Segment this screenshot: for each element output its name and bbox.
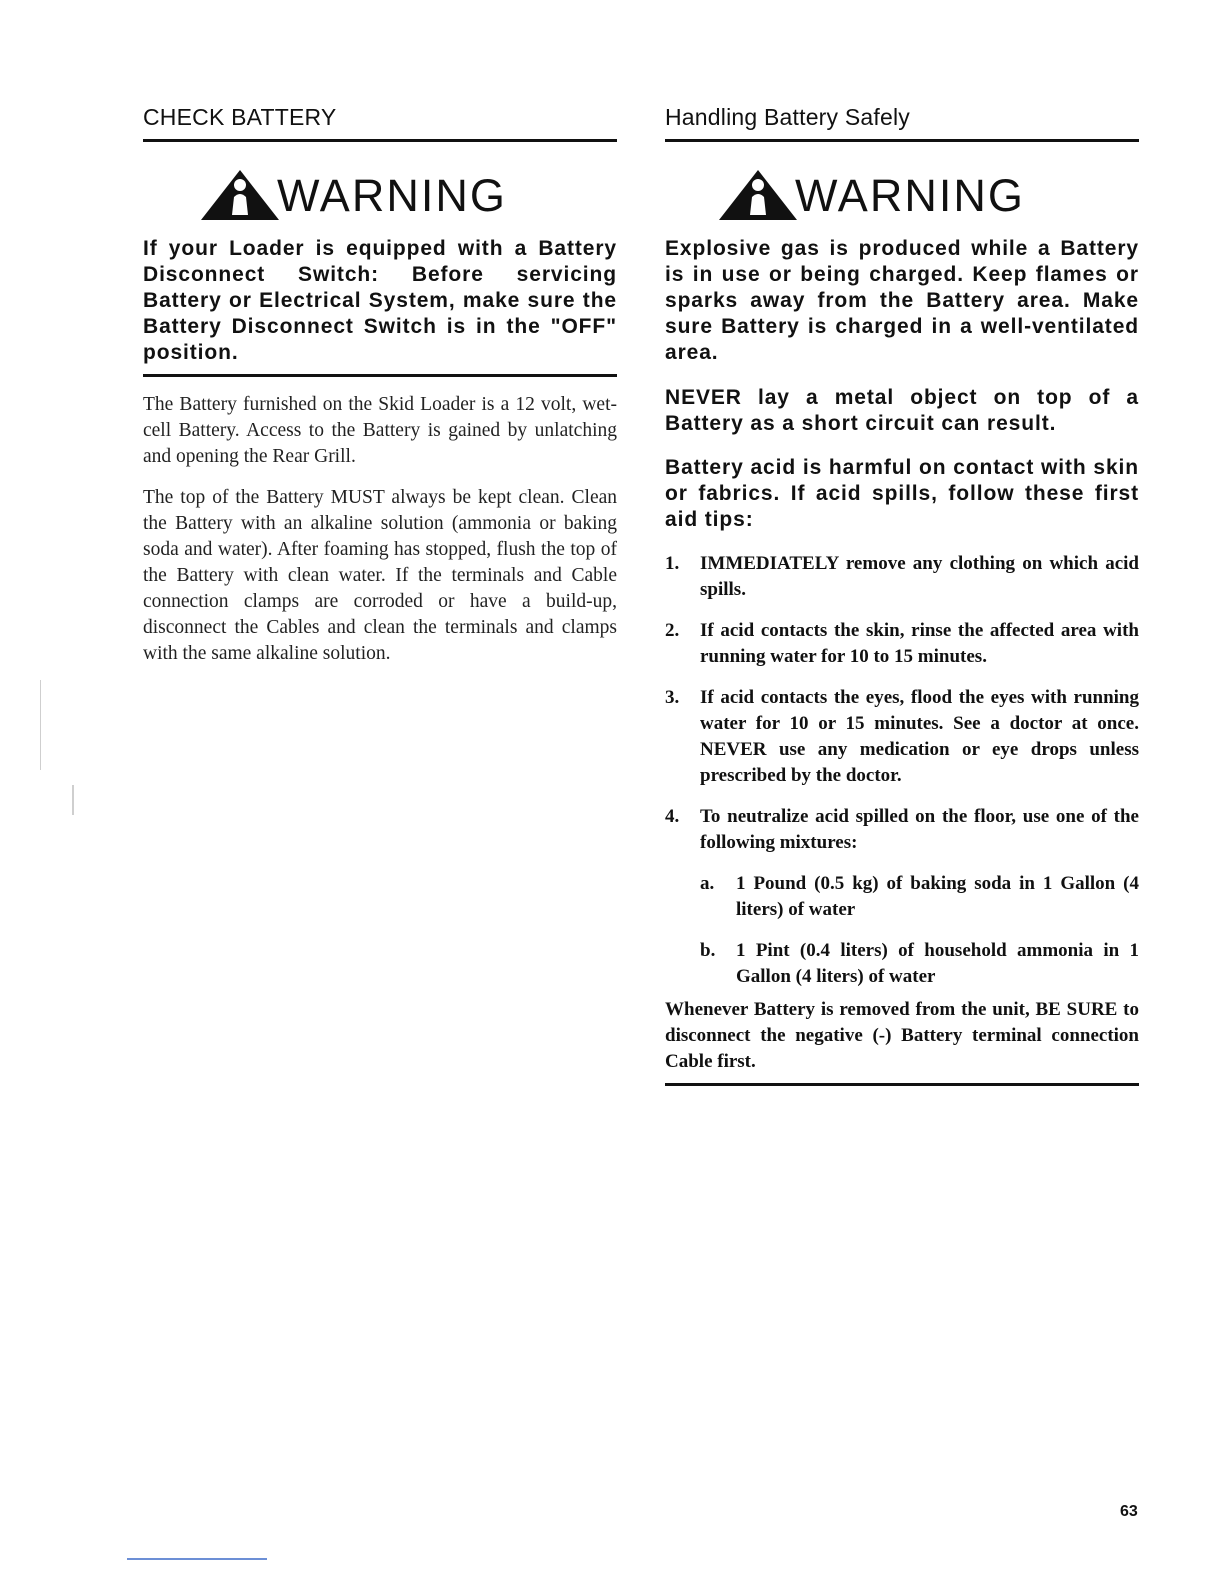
list-number: 1. [665,553,680,574]
scan-artifact [72,785,74,815]
paragraph: The Battery furnished on the Skid Loader is a 12 volt, wet-cell Battery. Access to the Battery is gained by unlatching and opening the Rear Grill. [143,394,617,467]
list-number: 3. [665,687,680,708]
scan-artifact [40,680,41,770]
neutralizing-mixtures [700,871,1139,990]
section-title-check-battery: CHECK BATTERY [143,104,337,130]
list-letter: a. [700,873,715,894]
list-item [700,938,1139,990]
warning-text: NEVER lay a metal object on top of a Battery as a short circuit can result. [665,386,1139,435]
list-item [665,685,1139,789]
title-rule [143,139,617,142]
warning-end-rule [143,374,617,377]
warning-triangle-icon [717,168,799,222]
warning-triangle-icon [199,168,281,222]
list-item [665,551,1139,603]
list-letter: b. [700,940,716,961]
first-aid-tips [665,551,1139,1005]
warning-header [199,166,507,222]
list-text: If acid contacts the skin, rinse the affected area with running water for 10 to 15 minutes. [700,620,1139,667]
warning-word: WARNING [277,170,507,221]
warning-text: If your Loader is equipped with a Battery Disconnect Switch: Before servicing Battery or Electrical System, make sure the Battery Disconnect Switch is in the "OFF" position. [143,237,617,364]
list-text: IMMEDIATELY remove any clothing on which acid spills. [700,553,1139,600]
closing-note: Whenever Battery is removed from the unit, BE SURE to disconnect the negative (-) Battery terminal connection Cable first. [665,999,1139,1072]
list-text: To neutralize acid spilled on the floor, use one of the following mixtures: [700,806,1139,853]
warning-text: Battery acid is harmful on contact with skin or fabrics. If acid spills, follow these first aid tips: [665,456,1139,531]
page-number: 63 [1120,1503,1138,1520]
list-number: 4. [665,806,680,827]
list-item [665,618,1139,670]
list-text: If acid contacts the eyes, flood the eyes with running water for 10 or 15 minutes. See a doctor at once. NEVER use any medication or eye drops unless prescribed by the doctor. [700,687,1139,786]
scan-line [127,1558,267,1560]
warning-header [717,166,1025,222]
list-item [700,871,1139,923]
paragraph: The top of the Battery MUST always be kept clean. Clean the Battery with an alkaline solution (ammonia or baking soda and water). After foaming has stopped, flush the top of the Battery with clean water. If the terminals and Cable connection clamps are corroded or have a build-up, disconnect the Cables and clean the terminals and clamps with the same alkaline solution. [143,487,617,664]
warning-text: Explosive gas is produced while a Battery is in use or being charged. Keep flames or sparks away from the Battery area. Make sure Battery is charged in a well-ventilated area. [665,237,1139,364]
list-text: 1 Pound (0.5 kg) of baking soda in 1 Gallon (4 liters) of water [736,873,1139,920]
section-end-rule [665,1083,1139,1086]
title-rule [665,139,1139,142]
section-title-handling-battery: Handling Battery Safely [665,104,910,130]
list-item [665,804,1139,990]
list-number: 2. [665,620,680,641]
list-text: 1 Pint (0.4 liters) of household ammonia in 1 Gallon (4 liters) of water [736,940,1139,987]
warning-word: WARNING [795,170,1025,221]
